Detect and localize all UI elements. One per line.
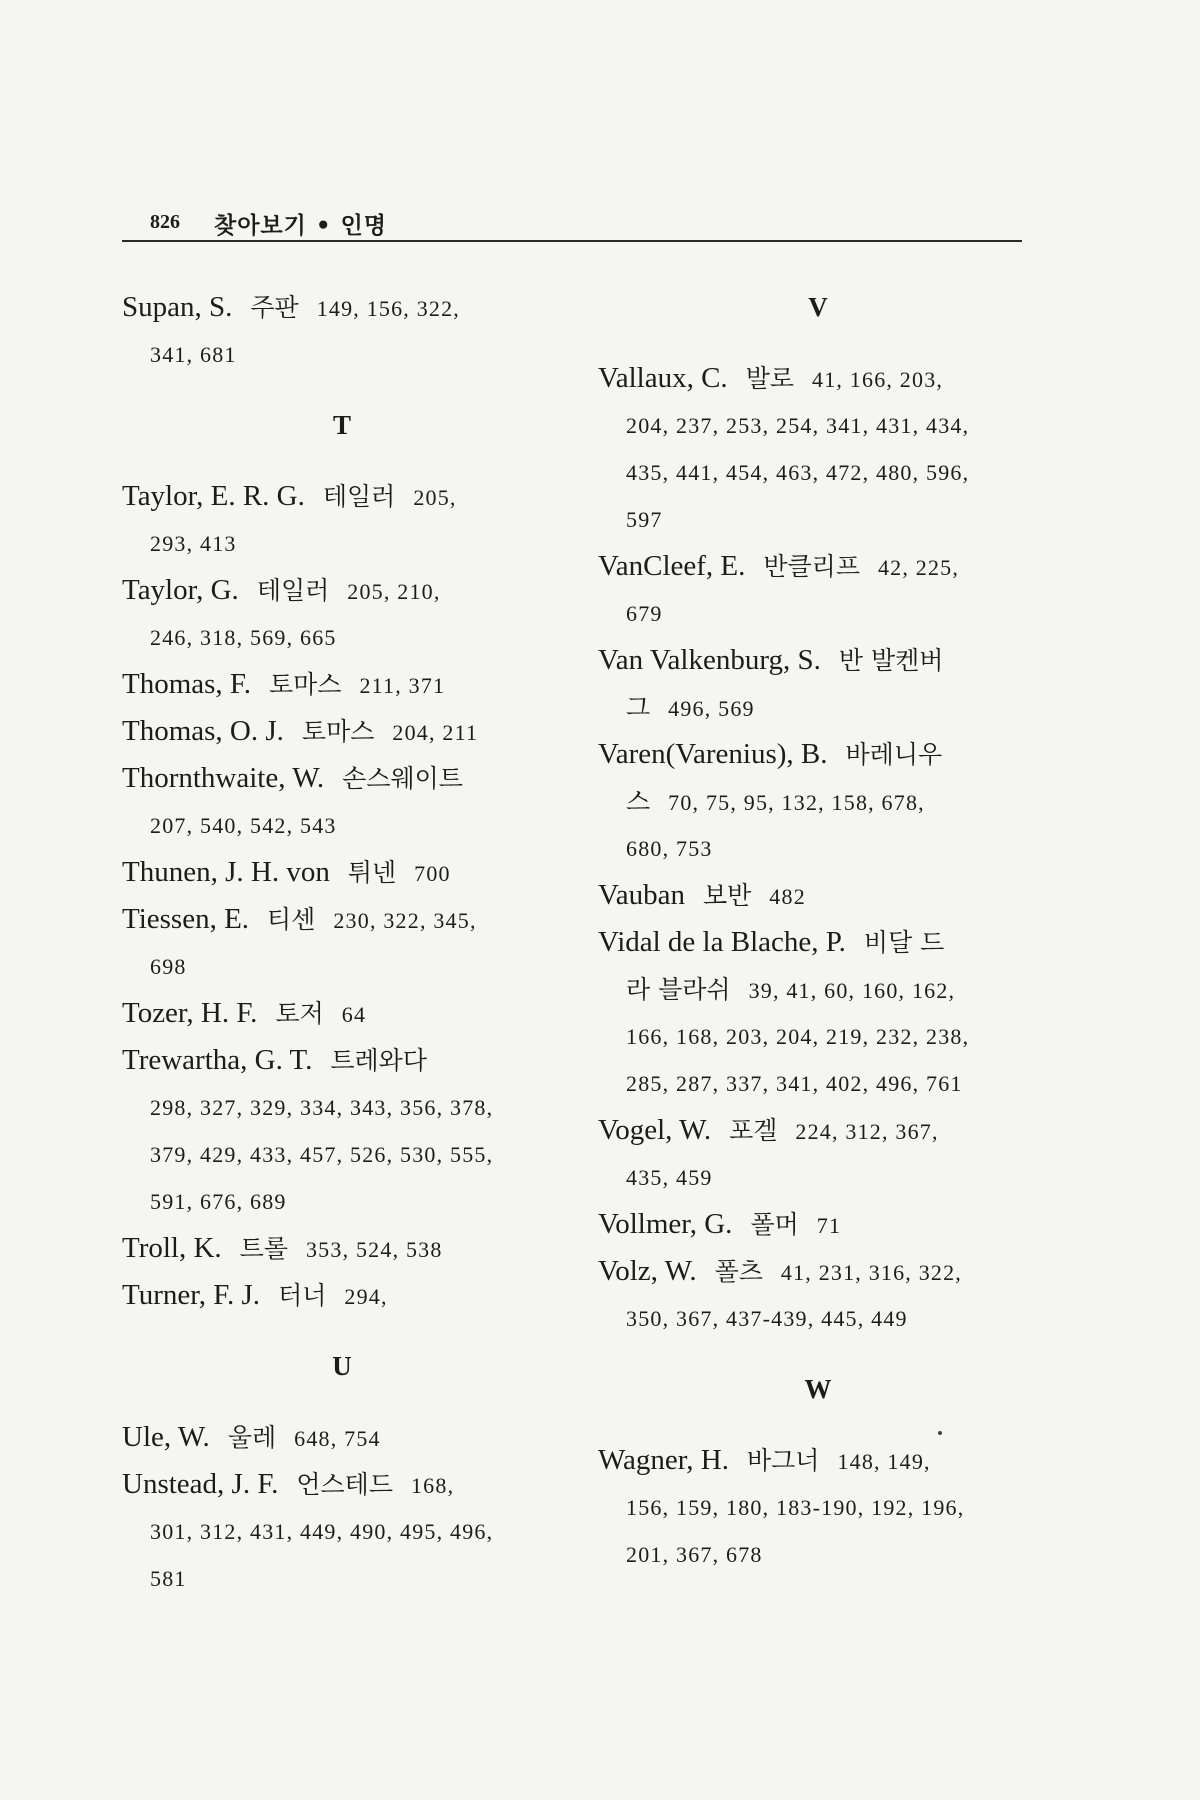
entry-line [122,1414,562,1461]
page-references: 597 [626,507,663,532]
korean-name: 튀넨 [347,858,397,887]
korean-name-continuation: 라 블라쉬 [626,975,731,1004]
page-references: 301, 312, 431, 449, 490, 495, 496, [150,1519,494,1544]
person-name: Van Valkenburg, S. [598,644,821,676]
entry-line [122,567,562,614]
page-references: 224, 312, 367, [795,1119,939,1144]
entry-line [122,661,562,708]
page-references: 205, [413,485,457,510]
entry-continuation-line [598,825,1038,872]
entry-line [598,355,1038,402]
korean-name: 폴츠 [714,1257,763,1286]
page-references: 207, 540, 542, 543 [150,813,337,838]
entry-line [122,473,562,520]
person-name: Unstead, J. F. [122,1468,279,1500]
entry-continuation-line [598,496,1038,543]
index-entry [122,284,562,378]
person-name: Vallaux, C. [598,362,728,394]
korean-name: 주판 [250,293,299,322]
page-references: 149, 156, 322, [316,296,461,321]
entry-continuation-line [598,402,1038,449]
entry-line [122,1461,562,1508]
person-name: Turner, F. J. [122,1279,261,1311]
page-references: 293, 413 [150,531,237,556]
entry-line [122,708,562,755]
entry-continuation-line [598,1060,1038,1107]
entry-line [122,284,562,331]
index-entry [122,990,562,1037]
page-references: 39, 41, 60, 160, 162, [748,978,956,1003]
page-references: 230, 322, 345, [333,908,477,933]
entry-line [122,990,562,1037]
person-name: Tiessen, E. [122,903,250,935]
entry-line [598,872,1038,919]
index-entry [122,1225,562,1272]
person-name: Supan, S. [122,291,233,323]
page-references: 294, [344,1284,388,1309]
entry-continuation-line [598,684,1038,731]
entry-line [598,731,1038,778]
page-references: 379, 429, 433, 457, 526, 530, 555, [150,1142,494,1167]
index-column-left [122,284,562,1602]
entry-continuation-line [598,590,1038,637]
entry-line [122,1037,562,1084]
page-references: 211, 371 [359,673,446,698]
korean-name: 테일러 [322,482,396,511]
running-header [122,206,1022,242]
entry-continuation-line [122,1178,562,1225]
entry-line [598,1248,1038,1295]
entry-continuation-line [122,331,562,378]
index-entry [122,1272,562,1319]
letter-heading-t: T [332,410,351,440]
person-name: Vidal de la Blache, P. [598,926,846,958]
korean-name: 토저 [275,999,324,1028]
entry-continuation-line [598,1013,1038,1060]
entry-continuation-line [122,614,562,661]
entry-line [122,849,562,896]
page-number: 826 [150,211,180,233]
entry-line [598,1437,1038,1484]
korean-name: 터너 [278,1281,327,1310]
page-references: 341, 681 [150,342,237,367]
person-name: Thornthwaite, W. [122,762,325,794]
page-references: 201, 367, 678 [626,1542,763,1567]
entry-continuation-line [122,943,562,990]
korean-name: 테일러 [256,576,330,605]
page-references: 591, 676, 689 [150,1189,287,1214]
index-entry [598,1107,1038,1201]
entry-continuation-line [122,1131,562,1178]
korean-name: 티센 [267,905,316,934]
korean-name: 언스테드 [296,1470,393,1499]
page-references: 435, 459 [626,1165,713,1190]
person-name: Troll, K. [122,1232,222,1264]
stray-dot-mark [938,1431,942,1435]
korean-name: 보반 [702,881,752,910]
korean-name: 울레 [227,1423,277,1452]
page-references: 680, 753 [626,836,713,861]
entry-line [598,1107,1038,1154]
page-references: 166, 168, 203, 204, 219, 232, 238, [626,1024,970,1049]
korean-name: 바그너 [746,1446,820,1475]
page-references: 353, 524, 538 [305,1237,443,1262]
page-references: 435, 441, 454, 463, 472, 480, 596, [626,460,970,485]
index-entry [122,1461,562,1602]
index-entry [122,661,562,708]
index-entry [122,849,562,896]
korean-name: 비달 드 [863,928,945,957]
person-name: Vogel, W. [598,1114,712,1146]
person-name: Taylor, E. R. G. [122,480,305,512]
index-entry [598,872,1038,919]
page-references: 204, 237, 253, 254, 341, 431, 434, [626,413,970,438]
index-column-right [598,284,1038,1578]
korean-name: 포겔 [729,1116,778,1145]
index-entry [598,919,1038,1107]
entry-continuation-line [598,1154,1038,1201]
page-references: 581 [150,1566,187,1591]
korean-name: 반 발켄버 [838,646,944,675]
index-entry [598,355,1038,543]
page-references: 648, 754 [294,1426,381,1451]
page-references: 285, 287, 337, 341, 402, 496, 761 [626,1071,963,1096]
page-references: 41, 231, 316, 322, [780,1260,962,1285]
index-entry [598,637,1038,731]
person-name: Wagner, H. [598,1444,729,1476]
entry-continuation-line [122,802,562,849]
page-references: 204, 211 [392,720,479,745]
entry-line [598,637,1038,684]
korean-name: 손스웨이트 [342,764,463,793]
korean-name: 토마스 [269,670,342,699]
entry-continuation-line [122,1555,562,1602]
korean-name: 바레니우 [845,740,943,769]
person-name: Thomas, O. J. [122,715,284,747]
entry-continuation-line [598,1531,1038,1578]
entry-continuation-line [598,449,1038,496]
index-entry [122,1037,562,1225]
person-name: Vollmer, G. [598,1208,733,1240]
index-entry [598,731,1038,872]
entry-line [122,896,562,943]
letter-heading-w: W [804,1374,832,1404]
entry-line [598,543,1038,590]
page-references: 41, 166, 203, [812,367,944,392]
page-references: 246, 318, 569, 665 [150,625,337,650]
person-name: Varen(Varenius), B. [598,738,828,770]
korean-name: 반클리프 [763,552,860,581]
korean-name-continuation: 스 [626,787,651,816]
entry-line [122,755,562,802]
entry-continuation-line [598,1484,1038,1531]
person-name: Trewartha, G. T. [122,1044,313,1076]
person-name: Tozer, H. F. [122,997,258,1029]
korean-name-continuation: 그 [626,693,651,722]
entry-continuation-line [122,1508,562,1555]
korean-name: 발로 [745,364,794,393]
page-references: 42, 225, [877,555,960,580]
header-title: 찾아보기 • 인명 [214,213,388,239]
page-references: 64 [341,1002,367,1027]
page-references: 496, 569 [668,696,755,721]
person-name: Volz, W. [598,1255,697,1287]
index-entry [122,896,562,990]
entry-continuation-line [598,778,1038,825]
index-entry [598,543,1038,637]
korean-name: 토마스 [301,717,375,746]
index-entry [122,567,562,661]
korean-name: 트레와다 [330,1046,427,1075]
page-references: 698 [150,954,187,979]
page-references: 700 [414,861,451,886]
entry-continuation-line [598,1295,1038,1342]
page-references: 148, 149, [837,1449,931,1474]
person-name: Thunen, J. H. von [122,856,330,888]
entry-line [598,1201,1038,1248]
index-entry [122,473,562,567]
entry-continuation-line [122,520,562,567]
page-references: 350, 367, 437-439, 445, 449 [626,1306,908,1331]
page-references: 205, 210, [347,579,441,604]
korean-name: 폴머 [750,1210,799,1239]
entry-line [122,1272,562,1319]
person-name: VanCleef, E. [598,550,746,582]
entry-line [122,1225,562,1272]
page-references: 482 [769,884,806,909]
entry-continuation-line [122,1084,562,1131]
person-name: Vauban [598,879,685,911]
page-references: 71 [816,1213,842,1238]
index-entry [122,1414,562,1461]
page-references: 168, [410,1473,455,1498]
index-entry [598,1248,1038,1342]
index-entry [598,1437,1038,1578]
korean-name: 트롤 [239,1234,288,1263]
person-name: Thomas, F. [122,668,251,700]
letter-heading-u: U [332,1351,352,1381]
entry-continuation-line [598,966,1038,1013]
letter-heading-v: V [808,292,828,322]
page-references: 679 [626,601,663,626]
page-references: 70, 75, 95, 132, 158, 678, [668,790,925,815]
index-entry [122,708,562,755]
index-entry [122,755,562,849]
page-references: 298, 327, 329, 334, 343, 356, 378, [150,1095,494,1120]
person-name: Ule, W. [122,1421,210,1453]
entry-line [598,919,1038,966]
index-entry [598,1201,1038,1248]
page-references: 156, 159, 180, 183-190, 192, 196, [626,1495,965,1520]
person-name: Taylor, G. [122,574,239,606]
